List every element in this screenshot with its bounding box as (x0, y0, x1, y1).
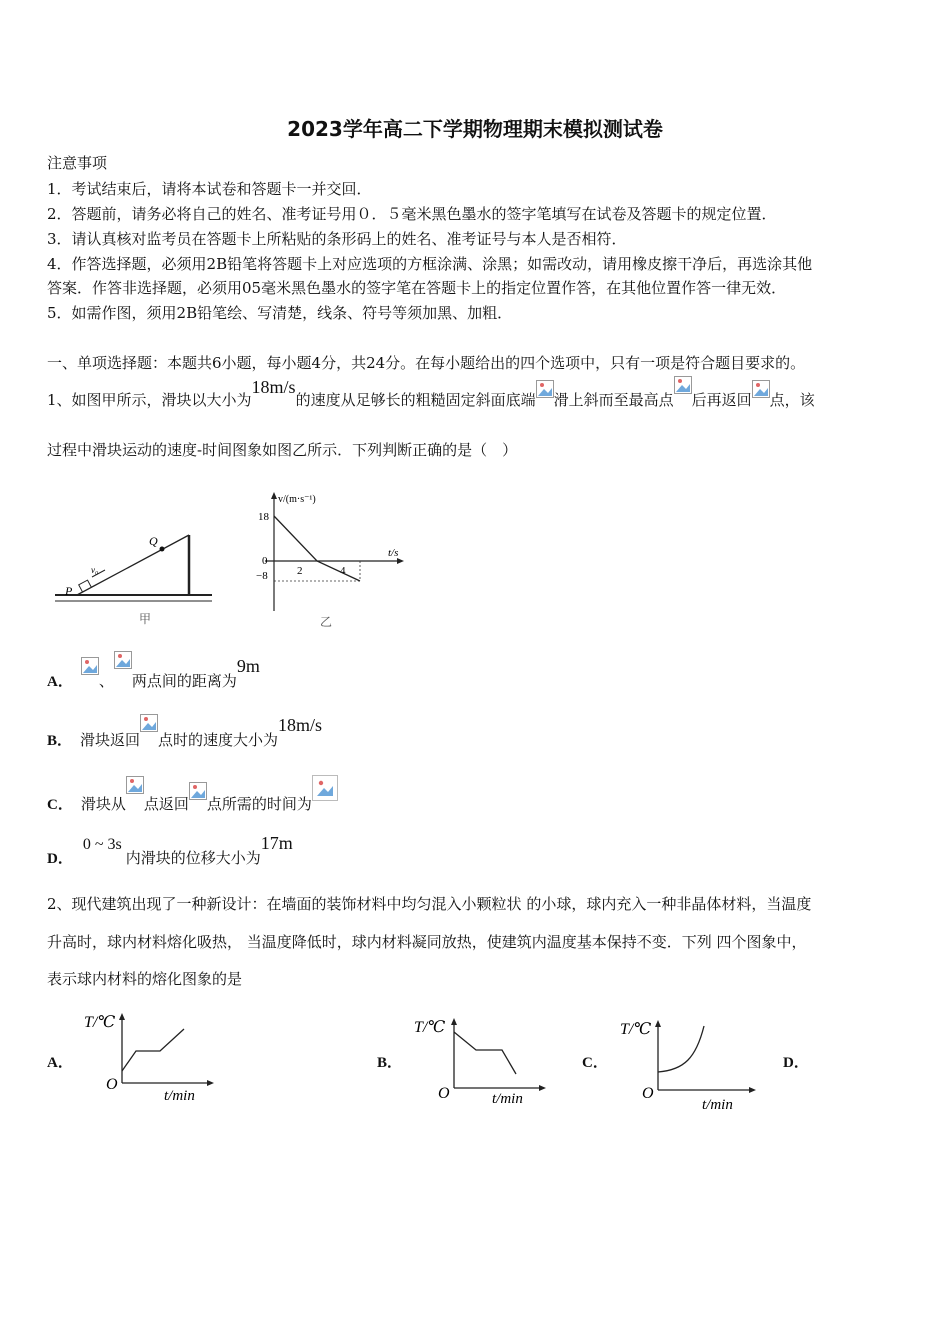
vt-chart (250, 486, 420, 631)
tick-label-2: 2 (297, 565, 303, 577)
option-value: 17m (260, 833, 293, 853)
option-text: 点所需的时间为 (206, 795, 312, 813)
q1-text: 1、如图甲所示，滑块以大小为 (47, 391, 252, 409)
graph-a-origin: O (106, 1076, 118, 1093)
option-value: 9m (236, 656, 260, 676)
q1-stem-line2: 过程中滑块运动的速度-时间图象如图乙所示．下列判断正确的是（ ） (47, 441, 518, 459)
section-heading: 一、单项选择题：本题共6小题，每小题4分，共24分。在每小题给出的四个选项中，只有一项是符合题目要求的。 (47, 354, 806, 372)
q1-text: 点，该 (769, 391, 815, 409)
curve-c (658, 1026, 704, 1072)
page-title: 2023学年高二下学期物理期末模拟测试卷 (287, 117, 663, 141)
graph-b-origin: O (438, 1085, 450, 1102)
q1-text: 后再返回 (691, 391, 752, 409)
q2-option-b[interactable]: B． (377, 1055, 403, 1071)
option-text: 两点间的距离为 (131, 672, 237, 690)
q2-option-a[interactable]: A． (47, 1055, 73, 1071)
graph-a-ylabel: T/℃ (84, 1014, 116, 1031)
y-axis-label: v/(m·s⁻¹) (278, 494, 316, 505)
q1-text: 的速度从足够长的粗糙固定斜面底端 (295, 391, 536, 409)
graph-b-ylabel: T/℃ (414, 1019, 446, 1036)
notice-item: 答案．作答非选择题，必须用05毫米黑色墨水的签字笔在答题卡上的指定位置作答，在其他位置作答一律无效． (47, 279, 787, 297)
q1-speed: 18m/s (251, 377, 296, 397)
notice-item: 3．请认真核对监考员在答题卡上所粘贴的条形码上的姓名、准考证号与本人是否相符． (47, 230, 627, 248)
q2-stem-line2: 升高时，球内材料熔化吸热， 当温度降低时，球内材料凝同放热，使建筑内温度基本保持不变．下列 四个图象中， (47, 933, 807, 951)
notice-item: 5．如需作图，须用2B铅笔绘、写清楚，线条、符号等须加黑、加粗． (47, 304, 513, 322)
broken-image-icon (126, 776, 144, 794)
option-text: 内滑块的位移大小为 (125, 849, 261, 867)
graph-c-origin: O (642, 1085, 654, 1102)
notice-heading: 注意事项 (47, 154, 108, 172)
label-q: Q (149, 534, 158, 548)
option-text: 点时的速度大小为 (158, 731, 279, 749)
label-v0: v₀ (91, 565, 99, 575)
tick-label-0: 0 (262, 555, 268, 567)
option-letter: B． (47, 733, 73, 749)
curve-a (122, 1029, 184, 1071)
broken-image-icon (140, 714, 158, 732)
vt-series-line (274, 516, 360, 581)
option-text: 点返回 (143, 795, 189, 813)
q1-option-b[interactable] (47, 715, 322, 751)
q2-stem-line1: 2、现代建筑出现了一种新设计：在墙面的装饰材料中均匀混入小颗粒状 的小球，球内充入一种非晶体材料，当温度 (47, 895, 812, 913)
broken-image-icon (114, 651, 132, 669)
curve-b (454, 1032, 516, 1074)
graph-a (84, 1005, 220, 1105)
option-text: 滑块返回 (80, 731, 141, 749)
option-letter: A． (47, 674, 73, 690)
option-range: 0 ~ 3s (82, 836, 122, 853)
q1-text: 滑上斜而至最高点 (553, 391, 674, 409)
q1-option-a[interactable] (47, 656, 260, 692)
caption-jia: 甲 (139, 612, 152, 626)
graph-c (620, 1012, 762, 1117)
graph-b (414, 1010, 550, 1110)
broken-image-icon (536, 380, 554, 398)
option-text: 、 (98, 672, 114, 690)
point-q (160, 547, 165, 552)
notice-item: 1．考试结束后，请将本试卷和答题卡一并交回． (47, 180, 372, 198)
x-axis-label: t/s (388, 547, 399, 559)
broken-image-icon (312, 775, 338, 801)
tick-label-18: 18 (258, 511, 269, 523)
graph-a-xlabel: t/min (164, 1088, 195, 1104)
slider-block (79, 580, 92, 592)
option-letter: D． (47, 851, 73, 867)
q2-option-c[interactable]: C． (582, 1055, 608, 1071)
tick-label-4: 4 (340, 565, 346, 577)
y-axis-arrow (271, 492, 277, 499)
q1-option-d[interactable] (47, 833, 293, 869)
broken-image-icon (674, 376, 692, 394)
q1-option-c[interactable] (47, 771, 338, 813)
caption-yi: 乙 (320, 615, 333, 629)
broken-image-icon (81, 657, 99, 675)
graph-b-xlabel: t/min (492, 1091, 523, 1107)
option-letter: C． (47, 797, 73, 813)
broken-image-icon (189, 782, 207, 800)
option-value: 18m/s (278, 715, 323, 735)
notice-item: 2．答题前，请务必将自己的姓名、准考证号用０．５毫米黑色墨水的签字笔填写在试卷及答题卡的规定位置． (47, 205, 777, 223)
q2-option-d[interactable]: D． (783, 1055, 809, 1071)
broken-image-icon (752, 380, 770, 398)
q2-stem-line3: 表示球内材料的熔化图象的是 (47, 970, 243, 988)
q1-stem-line1 (47, 377, 815, 417)
figure-incline (47, 515, 217, 630)
tick-label-neg8: −8 (256, 570, 268, 582)
option-text: 滑块从 (80, 795, 126, 813)
notice-item: 4．作答选择题，必须用2B铅笔将答题卡上对应选项的方框涂满、涂黑；如需改动，请用橡皮擦干净后，再选涂其他 (47, 255, 813, 273)
label-p: P (65, 584, 73, 598)
graph-c-ylabel: T/℃ (620, 1021, 652, 1038)
graph-c-xlabel: t/min (702, 1097, 733, 1113)
